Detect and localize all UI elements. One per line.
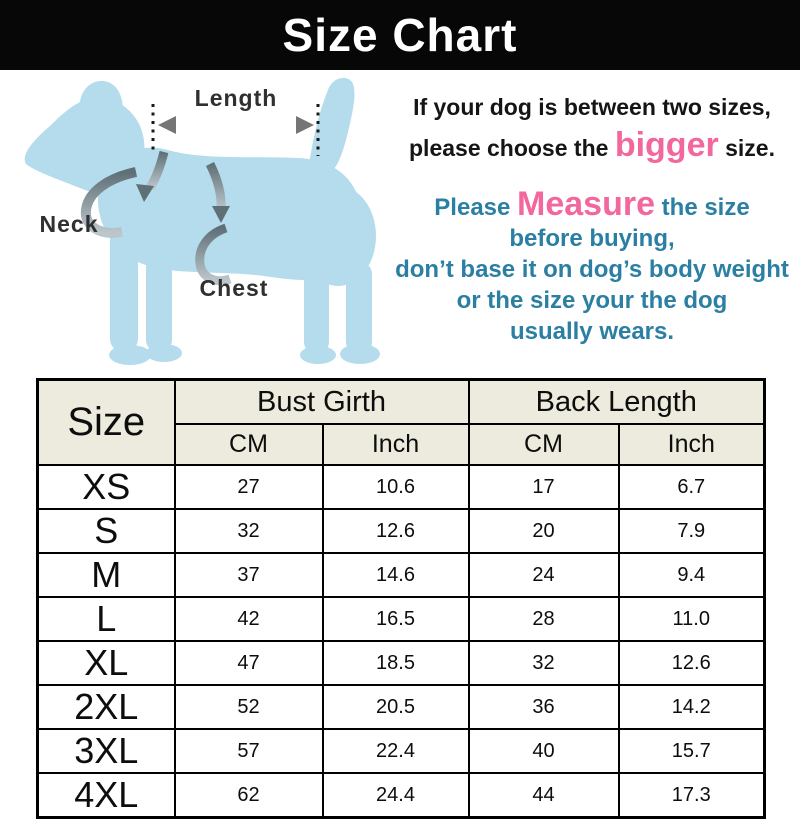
bust-inch-value: 10.6 (323, 465, 469, 509)
back-cm-value: 20 (469, 509, 619, 553)
bigger-highlight: bigger (614, 126, 719, 164)
bust-cm-value: 52 (175, 685, 323, 729)
size-value: XS (38, 465, 175, 509)
bust-cm-value: 37 (175, 553, 323, 597)
back-cm-value: 44 (469, 773, 619, 818)
bust-inch-value: 20.5 (323, 685, 469, 729)
back-inch-value: 14.2 (619, 685, 765, 729)
back-inch-value: 11.0 (619, 597, 765, 641)
measure-highlight: Measure (517, 185, 655, 223)
page-title: Size Chart (282, 9, 518, 61)
bust-cm-value: 57 (175, 729, 323, 773)
back-cm-header: CM (469, 424, 619, 465)
size-value: XL (38, 641, 175, 685)
bust-cm-value: 32 (175, 509, 323, 553)
neck-label: Neck (39, 211, 99, 237)
back-inch-value: 15.7 (619, 729, 765, 773)
bust-cm-value: 62 (175, 773, 323, 818)
back-inch-header: Inch (619, 424, 765, 465)
bust-inch-header: Inch (323, 424, 469, 465)
table-row (38, 509, 765, 553)
table-row (38, 729, 765, 773)
size-value: M (38, 553, 175, 597)
table-row (38, 685, 765, 729)
back-inch-value: 9.4 (619, 553, 765, 597)
table-row (38, 597, 765, 641)
bust-inch-value: 16.5 (323, 597, 469, 641)
bust-cm-value: 42 (175, 597, 323, 641)
size-value: S (38, 509, 175, 553)
note-line: usually wears. (509, 318, 675, 345)
back-cm-value: 28 (469, 597, 619, 641)
note-line: don’t base it on dog’s body weight (395, 256, 789, 283)
size-value: 4XL (38, 773, 175, 818)
bust-cm-header: CM (175, 424, 323, 465)
back-cm-value: 24 (469, 553, 619, 597)
between-sizes-note (390, 88, 794, 167)
size-value: L (38, 597, 175, 641)
back-cm-value: 17 (469, 465, 619, 509)
bust-inch-value: 12.6 (323, 509, 469, 553)
measure-note (390, 185, 794, 347)
table-row (38, 465, 765, 509)
bust-inch-value: 14.6 (323, 553, 469, 597)
dog-measurement-diagram (6, 72, 398, 374)
back-length-header: Back Length (469, 380, 765, 425)
title-bar (0, 0, 800, 70)
size-column-header: Size (38, 380, 175, 466)
note-line: please choose the bigger size. (409, 126, 775, 164)
back-cm-value: 32 (469, 641, 619, 685)
note-line: If your dog is between two sizes, (413, 94, 771, 120)
size-value: 2XL (38, 685, 175, 729)
bust-inch-value: 18.5 (323, 641, 469, 685)
back-inch-value: 12.6 (619, 641, 765, 685)
size-value: 3XL (38, 729, 175, 773)
back-cm-value: 36 (469, 685, 619, 729)
back-inch-value: 7.9 (619, 509, 765, 553)
chest-label: Chest (199, 275, 269, 301)
bust-cm-value: 27 (175, 465, 323, 509)
bust-inch-value: 24.4 (323, 773, 469, 818)
bust-girth-header: Bust Girth (175, 380, 469, 425)
back-inch-value: 17.3 (619, 773, 765, 818)
sizing-notes (390, 88, 794, 347)
size-table (36, 378, 766, 819)
table-group-header-row (38, 380, 765, 425)
note-line: Please Measure the size (434, 185, 750, 223)
table-row (38, 641, 765, 685)
length-arrow (153, 104, 318, 156)
back-inch-value: 6.7 (619, 465, 765, 509)
table-row (38, 553, 765, 597)
bust-inch-value: 22.4 (323, 729, 469, 773)
back-cm-value: 40 (469, 729, 619, 773)
length-label: Length (194, 85, 278, 111)
note-line: before buying, (509, 225, 675, 252)
bust-cm-value: 47 (175, 641, 323, 685)
note-line: or the size your the dog (456, 287, 728, 314)
table-row (38, 773, 765, 818)
